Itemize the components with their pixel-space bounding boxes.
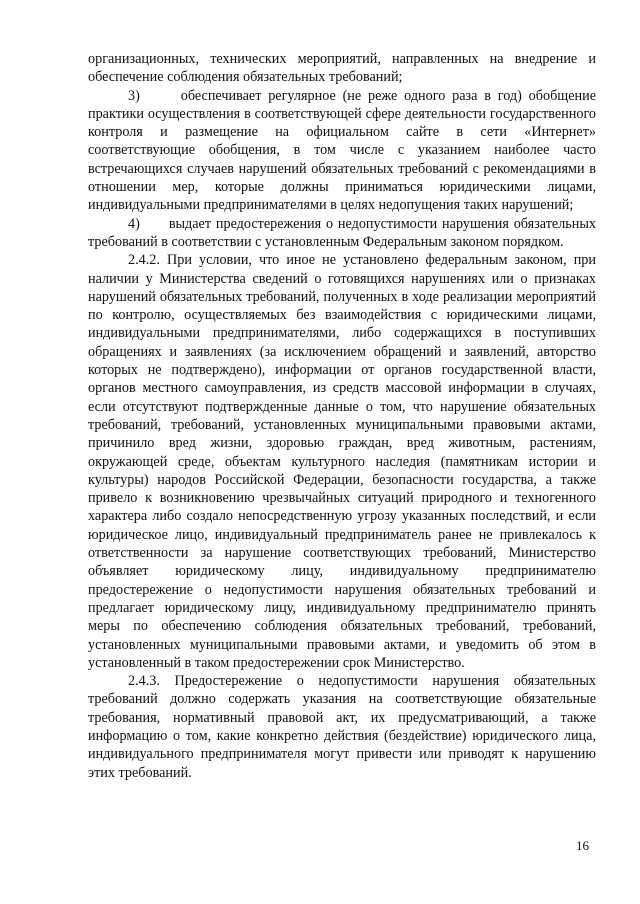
paragraph-2-4-3: 2.4.3. Предостережение о недопустимости нарушения обязательных требований должно содержать указания на соответствующие обязательные требования, нормативный правовой акт, их предусматривающий, а также информацию о том, какие конкретно действия (бездействие) юридического лица, индивидуального предпринимателя могут привести или приводят к нарушению этих требований. [88, 673, 596, 781]
paragraph-item-3: 3) обеспечивает регулярное (не реже одного раза в год) обобщение практики осуществления в соответствующей сфере деятельности государственного контроля и размещение на официальном сайте в сети «Интернет» соответствующие обобщения, в том числе с указанием наиболее часто встречающихся случаев нарушений обязательных требований с рекомендациями в отношении мер, которые должны приниматься юридическими лицами, индивидуальными предпринимателями в целях недопущения таких нарушений; [88, 87, 596, 214]
paragraph-2-4-2: 2.4.2. При условии, что иное не установлено федеральным законом, при наличии у Министерства сведений о готовящихся нарушениях или о признаках нарушений обязательных требований, полученных в ходе реализации мероприятий по контролю, осуществляемых без взаимодействия с юридическими лицами, индивидуальными предпринимателями, либо содержащихся в поступивших обращениях и заявлениях (за исключением обращений и заявлений, авторство которых не подтверждено), информации от органов государственной власти, органов местного самоуправления, из средств массовой информации в случаях, если отсутствуют подтвержденные данные о том, что нарушение обязательных требований, требований, установленных муниципальными правовыми актами, причинило вред жизни, здоровью граждан, вред животным, растениям, окружающей среде, объектам культурного наследия (памятникам истории и культуры) народов Российской Федерации, безопасности государства, а также привело к возникновению чрезвычайных ситуаций природного и техногенного характера либо создало непосредственную угрозу указанных последствий, и если юридическое лицо, индивидуальный предприниматель ранее не привлекалось к ответственности за нарушение соответствующих требований, Министерство объявляет юридическому лицу, индивидуальному предпринимателю предостережение о недопустимости нарушения обязательных требований и предлагает юридическому лицу, индивидуальному предпринимателю принять меры по обеспечению соблюдения обязательных требований, требований, установленных муниципальными правовыми актами, и уведомить об этом в установленный в таком предостережении срок Министерство. [88, 252, 596, 671]
page-number: 16 [576, 838, 589, 853]
document-page [88, 50, 596, 782]
paragraph-continuation: организационных, технических мероприятий, направленных на внедрение и обеспечение соблюдения обязательных требований; [88, 51, 596, 86]
paragraph-item-4: 4) выдает предостережения о недопустимости нарушения обязательных требований в соответствии с установленным Федеральным законом порядком. [88, 215, 596, 250]
